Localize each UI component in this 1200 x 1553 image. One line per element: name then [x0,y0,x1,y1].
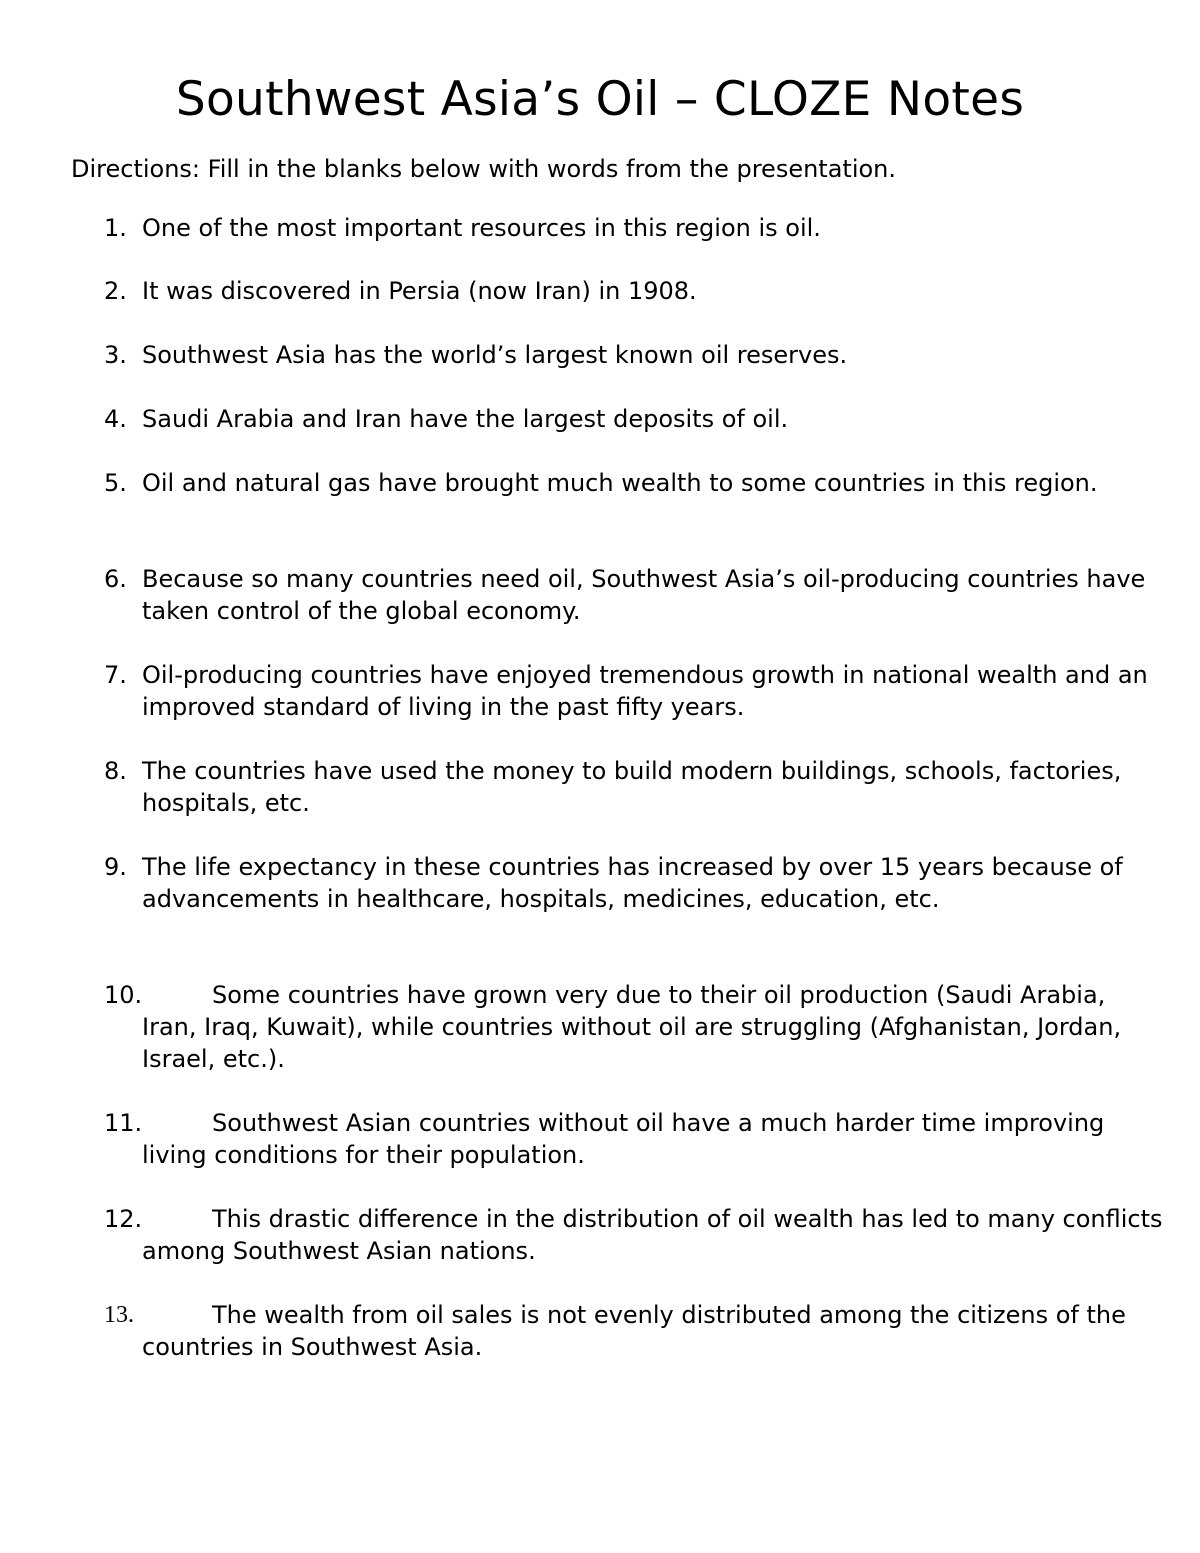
list-item [104,755,1164,819]
list-item [104,275,1164,307]
page-title: Southwest Asia’s Oil – CLOZE Notes [175,72,1025,127]
item-text: Oil and natural gas have brought much wealth to some countries in this region. [142,469,1098,497]
item-text: Saudi Arabia and Iran have the largest deposits of oil. [142,405,789,433]
list-item [104,563,1164,627]
item-text: The countries have used the money to build modern buildings, schools, factories, hospitals, etc. [142,757,1122,817]
item-text: Southwest Asia has the world’s largest known oil reserves. [142,341,848,369]
item-text: The wealth from oil sales is not evenly distributed among the citizens of the countries in Southwest Asia. [142,1301,1126,1361]
list-item [104,979,1164,1075]
list-item [104,1107,1164,1171]
item-text: The life expectancy in these countries has increased by over 15 years because of advancements in healthcare, hospitals, medicines, education, etc. [142,853,1123,913]
item-number: 13. [104,1302,134,1328]
item-number: 12. [104,1205,143,1233]
item-text: One of the most important resources in this region is oil. [142,214,821,242]
list-item [104,1203,1164,1267]
item-number: 3. [104,341,127,369]
item-number: 2. [104,277,127,305]
list-item [104,1299,1164,1363]
item-number: 4. [104,405,127,433]
item-number: 9. [104,853,127,881]
directions-text: Directions: Fill in the blanks below with words from the presentation. [71,155,897,183]
list-item [104,851,1164,915]
item-text: Oil-producing countries have enjoyed tremendous growth in national wealth and an improved standard of living in the past fifty years. [142,661,1148,721]
item-text: It was discovered in Persia (now Iran) in 1908. [142,277,697,305]
item-number: 1. [104,214,127,242]
item-text: This drastic difference in the distribution of oil wealth has led to many conflicts among Southwest Asian nations. [142,1205,1163,1265]
item-number: 5. [104,469,127,497]
item-number: 6. [104,565,127,593]
list-item [104,659,1164,723]
item-number: 11. [104,1109,143,1137]
list-item [104,403,1164,435]
item-text: Because so many countries need oil, Southwest Asia’s oil-producing countries have taken control of the global economy. [142,565,1146,625]
list-item [104,467,1164,499]
item-number: 10. [104,981,143,1009]
item-number: 8. [104,757,127,785]
item-number: 7. [104,661,127,689]
list-item [104,339,1164,371]
item-text: Southwest Asian countries without oil have a much harder time improving living conditions for their population. [142,1109,1105,1169]
item-text: Some countries have grown very due to their oil production (Saudi Arabia, Iran, Iraq, Kuwait), while countries without oil are struggling (Afghanistan, Jordan, Israel, etc.). [142,981,1122,1073]
list-item [104,212,1164,244]
